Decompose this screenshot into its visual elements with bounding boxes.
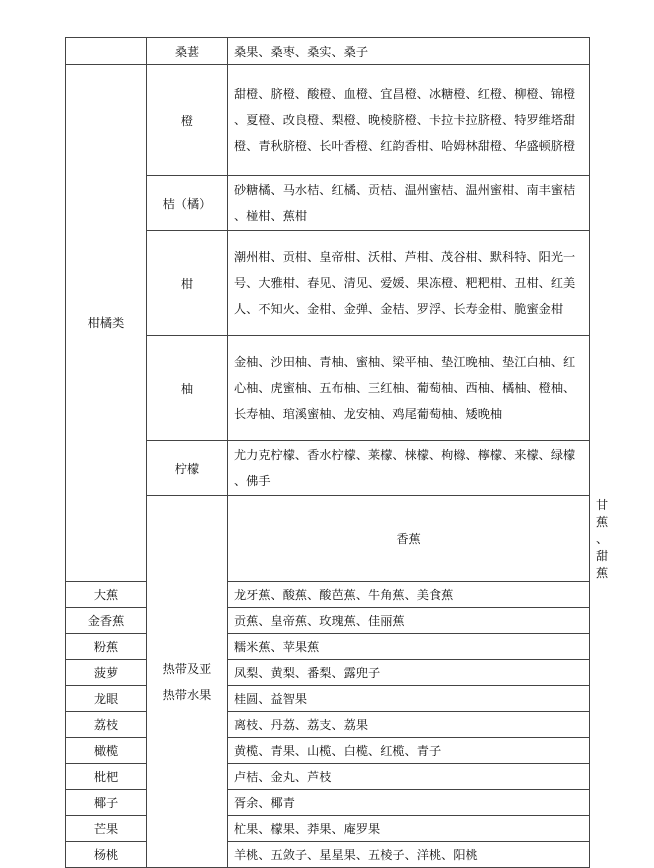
subcategory-cell: 芒果 (66, 816, 147, 842)
subcategory-cell: 粉蕉 (66, 634, 147, 660)
table-row (66, 790, 590, 816)
aliases-cell: 离枝、丹荔、荔支、荔果 (228, 712, 590, 738)
category-cell-empty (66, 38, 147, 65)
category-label: 热带及亚热带水果 (162, 661, 212, 702)
aliases-cell: 桂圆、益智果 (228, 686, 590, 712)
table-row (66, 842, 590, 868)
subcategory-cell: 大蕉 (66, 582, 147, 608)
aliases-cell: 砂糖橘、马水桔、红橘、贡桔、温州蜜桔、温州蜜柑、南丰蜜桔、椪柑、蕉柑 (228, 176, 590, 231)
table-row: 热带及亚热带水果 香蕉 甘蕉、甜蕉 (66, 496, 590, 582)
subcategory-cell: 橙 (147, 65, 228, 176)
category-cell (66, 65, 147, 582)
subcategory-cell: 桑葚 (147, 38, 228, 65)
category-label: 柑橘类 (87, 316, 125, 330)
aliases-cell: 贡蕉、皇帝蕉、玫瑰蕉、佳丽蕉 (228, 608, 590, 634)
aliases-cell: 凤梨、黄梨、番梨、露兜子 (228, 660, 590, 686)
table-row (66, 634, 590, 660)
table-row (66, 582, 590, 608)
aliases-cell: 糯米蕉、苹果蕉 (228, 634, 590, 660)
table-row (66, 764, 590, 790)
table-row (66, 686, 590, 712)
aliases-cell: 羊桃、五敛子、星星果、五棱子、洋桃、阳桃 (228, 842, 590, 868)
subcategory-cell: 菠萝 (66, 660, 147, 686)
aliases-cell: 桑果、桑枣、桑实、桑子 (228, 38, 590, 65)
fruit-alias-table (65, 37, 609, 868)
subcategory-cell: 柚 (147, 336, 228, 441)
subcategory-cell: 柠檬 (147, 441, 228, 496)
subcategory-cell: 杨桃 (66, 842, 147, 868)
aliases-cell: 黄榄、青果、山榄、白榄、红榄、青子 (228, 738, 590, 764)
aliases-cell: 尤力克柠檬、香水柠檬、莱檬、梾檬、枸橼、檸檬、来檬、绿檬、佛手 (228, 441, 590, 496)
subcategory-cell: 枇杷 (66, 764, 147, 790)
subcategory-cell: 金香蕉 (66, 608, 147, 634)
subcategory-cell: 龙眼 (66, 686, 147, 712)
table-row (66, 738, 590, 764)
aliases-cell: 龙牙蕉、酸蕉、酸芭蕉、牛角蕉、美食蕉 (228, 582, 590, 608)
subcategory-cell: 椰子 (66, 790, 147, 816)
aliases-cell: 杧果、檬果、莽果、庵罗果 (228, 816, 590, 842)
subcategory-cell: 荔枝 (66, 712, 147, 738)
table-row (66, 38, 590, 65)
aliases-cell: 潮州柑、贡柑、皇帝柑、沃柑、芦柑、茂谷柑、默科特、阳光一号、大雅柑、春见、清见、爱媛、果冻橙、粑粑柑、丑柑、红美人、不知火、金柑、金弹、金桔、罗浮、长寿金柑、脆蜜金柑 (228, 231, 590, 336)
table-row (66, 816, 590, 842)
aliases-cell: 甜橙、脐橙、酸橙、血橙、宜昌橙、冰糖橙、红橙、柳橙、锦橙、夏橙、改良橙、梨橙、晚棱脐橙、卡拉卡拉脐橙、特罗维塔甜橙、青秋脐橙、长叶香橙、红韵香柑、哈姆林甜橙、华盛顿脐橙 (228, 65, 590, 176)
table-row (66, 712, 590, 738)
subcategory-cell: 柑 (147, 231, 228, 336)
table-row (66, 660, 590, 686)
subcategory-cell: 香蕉 (228, 496, 590, 582)
aliases-cell: 胥余、椰青 (228, 790, 590, 816)
aliases-cell: 卢桔、金丸、芦枝 (228, 764, 590, 790)
subcategory-cell: 橄榄 (66, 738, 147, 764)
subcategory-cell: 桔（橘） (147, 176, 228, 231)
aliases-cell: 金柚、沙田柚、青柚、蜜柚、梁平柚、垫江晚柚、垫江白柚、红心柚、虎蜜柚、五布柚、三红柚、葡萄柚、西柚、橘柚、橙柚、长寿柚、琯溪蜜柚、龙安柚、鸡尾葡萄柚、矮晚柚 (228, 336, 590, 441)
table-row (66, 608, 590, 634)
category-cell (147, 496, 228, 868)
table-row (66, 65, 590, 176)
